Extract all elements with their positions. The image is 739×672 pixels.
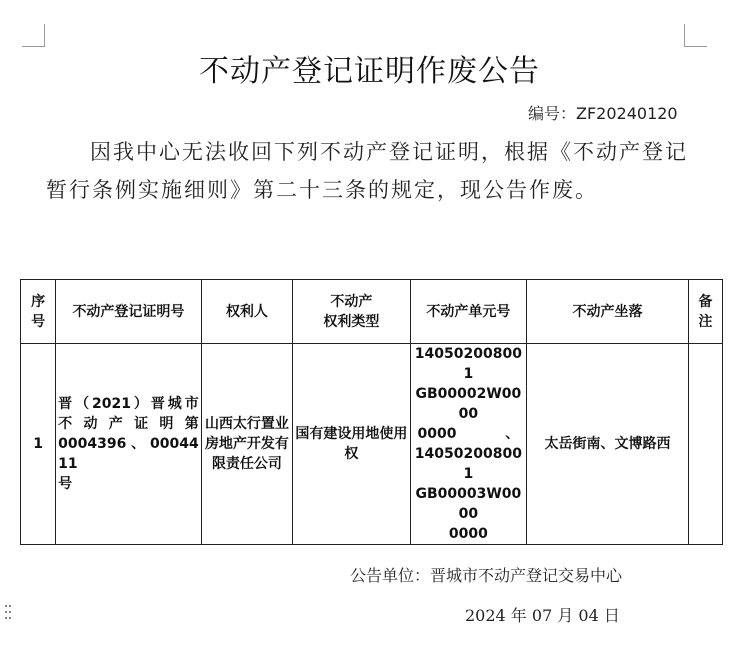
cell-location: 太岳街南、文博路西: [527, 344, 689, 545]
unit-no-line: GB00002W0000: [415, 386, 522, 422]
table-header-row: [21, 280, 723, 344]
cell-seq: 1: [21, 344, 56, 545]
header-location: 不动产坐落: [527, 280, 689, 344]
unit-no-line: GB00003W0000: [415, 486, 522, 522]
issuing-organization: 公告单位：晋城市不动产登记交易中心: [350, 566, 623, 585]
header-seq-line-2: 号: [31, 313, 46, 330]
table-row: [21, 344, 723, 545]
header-right-type-line-1: 不动产: [330, 293, 373, 310]
cell-right-type: 国有建设用地使用权: [293, 344, 411, 545]
header-note-line-1: 备: [698, 293, 713, 310]
unit-no-line: 140502008001: [414, 446, 522, 482]
header-seq-line-1: 序: [31, 293, 46, 310]
header-note: [688, 280, 722, 344]
document-title: 不动产登记证明作废公告: [199, 54, 540, 89]
unit-no-line: 140502008001: [414, 346, 522, 382]
header-seq: [21, 280, 56, 344]
header-right-type: [293, 280, 411, 344]
cell-cert-no: [56, 344, 202, 545]
header-holder: 权利人: [201, 280, 292, 344]
page-corner-mark-top-right: [684, 24, 707, 47]
cell-holder: 山西太行置业房地产开发有限责任公司: [201, 344, 292, 545]
drag-handle-icon[interactable]: [4, 602, 12, 618]
cert-no-line: 0004396、0004411: [58, 436, 199, 472]
header-right-type-line-2: 权利类型: [323, 313, 380, 330]
header-unit-no: 不动产单元号: [410, 280, 526, 344]
cert-no-line: 号: [58, 476, 73, 492]
cell-note: [688, 344, 722, 545]
cert-no-line: 不 动 产 证 明 第: [58, 416, 199, 432]
announcement-body: 因我中心无法收回下列不动产登记证明，根据《不动产登记暂行条例实施细则》第二十三条的规定，现公告作废。: [46, 140, 688, 202]
header-cert-no: 不动产登记证明号: [56, 280, 202, 344]
header-note-line-2: 注: [698, 313, 713, 330]
cell-unit-no: [410, 344, 526, 545]
voided-certificates-table: [20, 279, 723, 545]
page-corner-mark-top-left: [22, 24, 45, 47]
unit-no-line: 0000: [448, 526, 488, 542]
announcement-date: 2024 年 07 月 04 日: [465, 606, 620, 625]
cert-no-line: 晋（2021）晋城市: [58, 396, 199, 412]
document-number: 编号：ZF20240120: [528, 104, 678, 123]
unit-no-line: 0000 、: [417, 426, 520, 442]
